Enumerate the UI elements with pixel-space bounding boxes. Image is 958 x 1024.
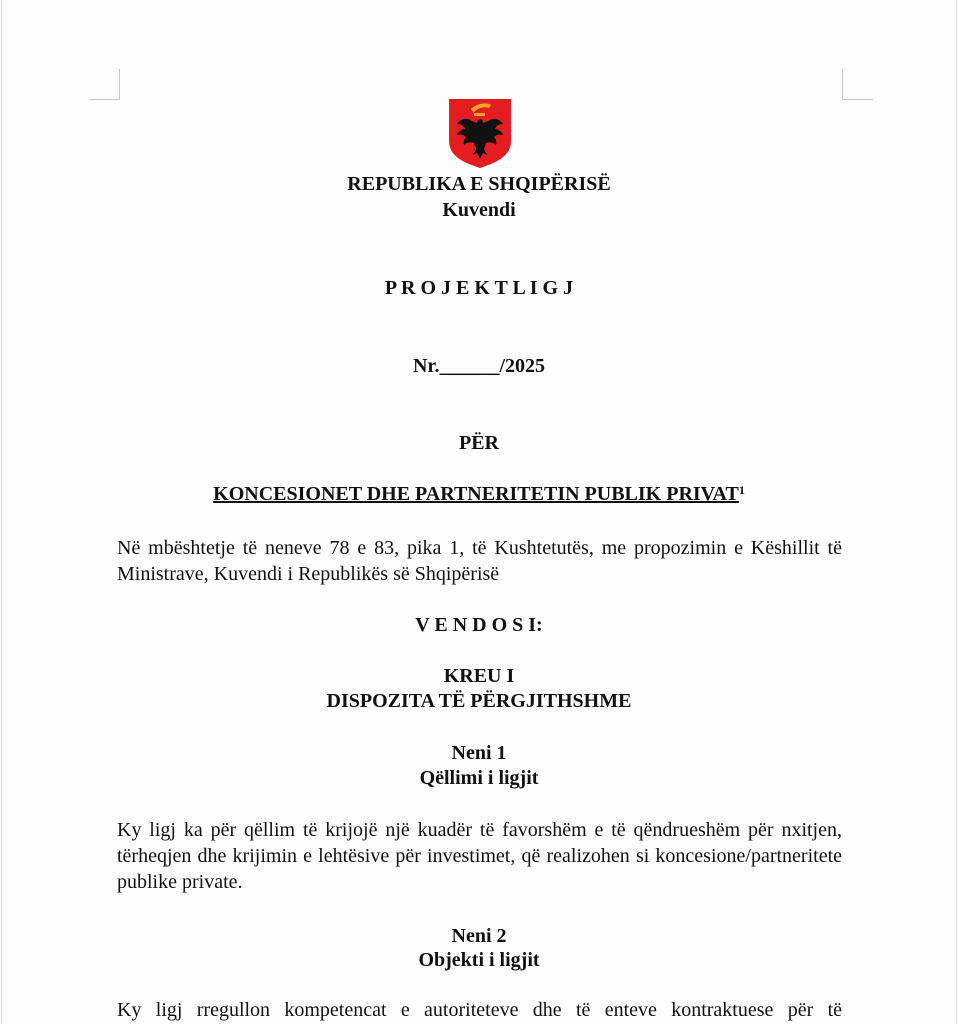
republic-heading: REPUBLIKA E SHQIPËRISË	[347, 173, 611, 195]
article-number: Neni 1	[451, 742, 507, 764]
page-edge-right	[956, 0, 957, 1024]
article-text: Ky ligj rregullon kompetencat e autoriteteve dhe të enteve kontraktuese për të	[117, 999, 842, 1021]
article-number: Neni 2	[451, 925, 507, 947]
document-type: P R O J E K T L I G J	[384, 277, 574, 299]
article-text: Ky ligj ka për qëllim të krijojë një kuadër të favorshëm e të qëndrueshëm për nxitjen, tërheqjen dhe krijimin e lehtësive për investimet, që realizohen si koncesione/partneritete publike private.	[117, 819, 842, 893]
chapter-title: DISPOZITA TË PËRGJITHSHME	[326, 690, 632, 712]
footnote-reference[interactable]: 1	[738, 483, 745, 497]
institution-heading: Kuvendi	[442, 199, 516, 221]
margin-crop-mark-top-right	[842, 69, 873, 100]
margin-crop-mark-top-left	[89, 69, 120, 100]
document-number: Nr.______/2025	[412, 355, 546, 377]
page-edge-left	[1, 0, 2, 1024]
law-title-text: KONCESIONET DHE PARTNERITETIN PUBLIK PRIVAT	[213, 483, 739, 505]
law-title	[0, 482, 958, 506]
preamble-paragraph: Në mbështetje të neneve 78 e 83, pika 1, të Kushtetutës, me propozimin e Këshillit të Ministrave, Kuvendi i Republikës së Shqipërisë	[117, 537, 842, 585]
article-title: Objekti i ligjit	[418, 949, 540, 971]
per-heading: PËR	[459, 432, 499, 454]
chapter-number: KREU I	[443, 665, 515, 687]
article-title: Qëllimi i ligjit	[419, 767, 539, 789]
decision-heading: V E N D O S I:	[415, 614, 543, 636]
albania-coat-of-arms-icon	[447, 97, 513, 169]
